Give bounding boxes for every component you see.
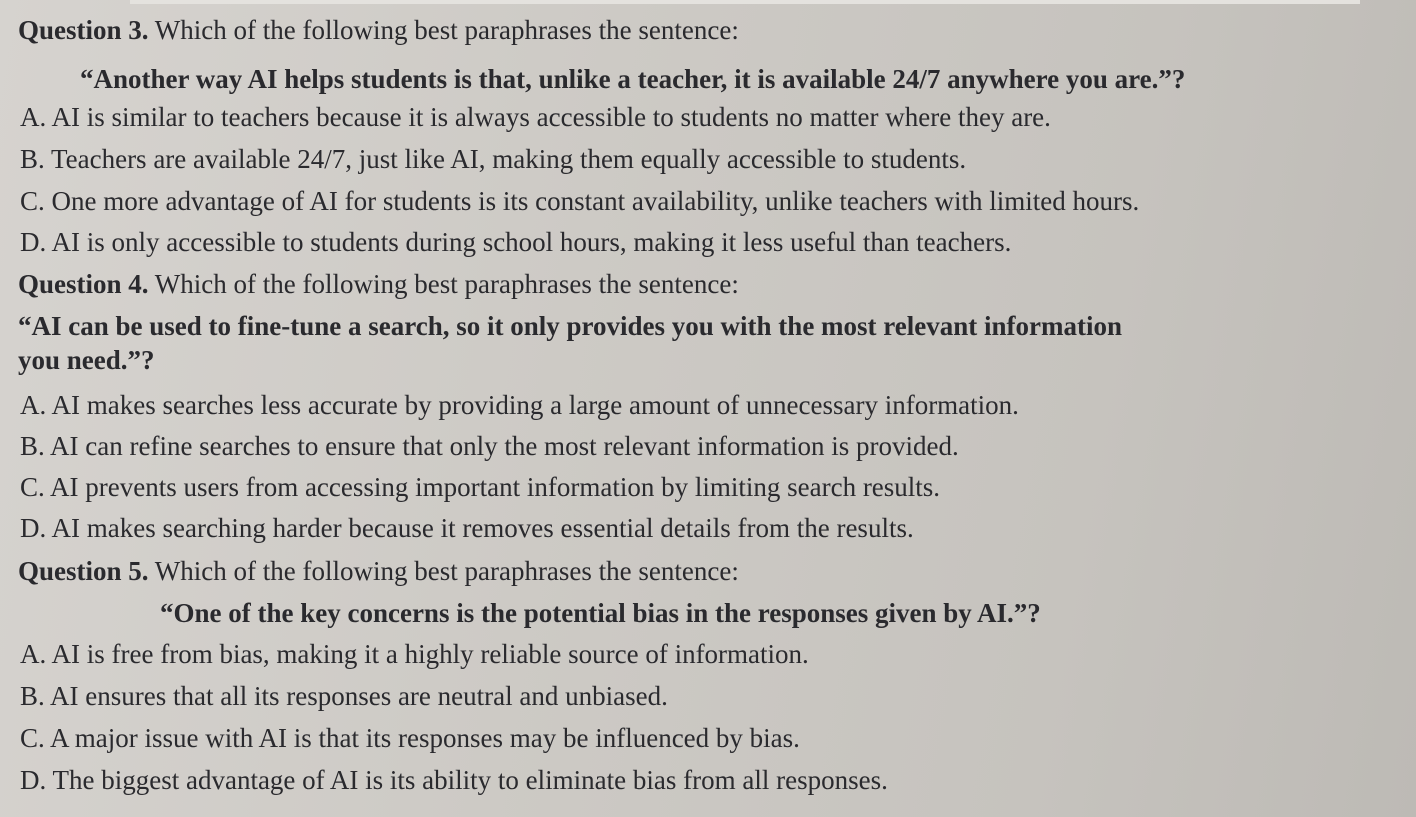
question-5-option-d: D. The biggest advantage of AI is its ability to eliminate bias from all responses. [20, 765, 888, 795]
question-5-label: Question 5. [18, 556, 149, 586]
question-3-option-c: C. One more advantage of AI for students is its constant availability, unlike teachers with limited hours. [20, 186, 1140, 216]
question-3-option-a: A. AI is similar to teachers because it is always accessible to students no matter where they are. [20, 102, 1051, 132]
question-4-heading [18, 268, 739, 300]
question-3-option-d: D. AI is only accessible to students during school hours, making it less useful than teachers. [20, 227, 1012, 257]
question-5-prompt: Which of the following best paraphrases the sentence: [154, 556, 739, 586]
question-5-option-b: B. AI ensures that all its responses are neutral and unbiased. [20, 681, 668, 711]
question-4-sentence-line-1: “AI can be used to fine-tune a search, so it only provides you with the most relevant information [18, 311, 1123, 341]
question-4-option-d: D. AI makes searching harder because it removes essential details from the results. [20, 513, 914, 543]
question-4-option-c: C. AI prevents users from accessing important information by limiting search results. [20, 472, 941, 502]
question-4-option-b: B. AI can refine searches to ensure that only the most relevant information is provided. [20, 431, 959, 461]
paper-edge [130, 0, 1360, 4]
question-3-prompt: Which of the following best paraphrases the sentence: [154, 15, 739, 45]
question-3-label: Question 3. [18, 15, 149, 45]
question-4-option-a: A. AI makes searches less accurate by providing a large amount of unnecessary information. [20, 390, 1019, 420]
question-3-heading [18, 14, 739, 46]
question-4-prompt: Which of the following best paraphrases the sentence: [154, 269, 739, 299]
question-3-option-b: B. Teachers are available 24/7, just like AI, making them equally accessible to students. [20, 144, 967, 174]
question-4-sentence-line-2: you need.”? [18, 345, 155, 375]
question-3-sentence: “Another way AI helps students is that, unlike a teacher, it is available 24/7 anywhere you are.”? [80, 64, 1186, 94]
question-5-option-a: A. AI is free from bias, making it a highly reliable source of information. [20, 639, 809, 669]
question-4-label: Question 4. [18, 269, 149, 299]
question-5-sentence: “One of the key concerns is the potential bias in the responses given by AI.”? [160, 598, 1041, 628]
question-5-heading [18, 555, 739, 587]
question-5-option-c: C. A major issue with AI is that its responses may be influenced by bias. [20, 723, 800, 753]
